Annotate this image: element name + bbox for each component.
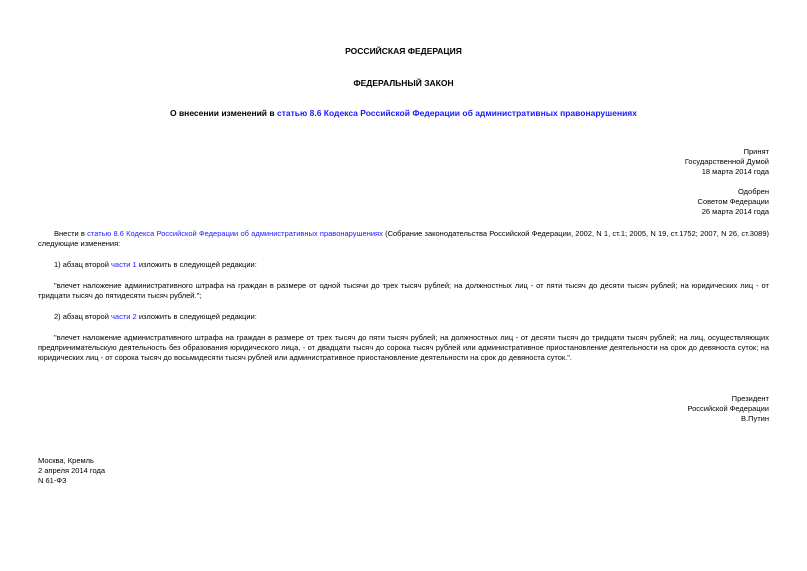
- law-number: N 61-ФЗ: [38, 476, 67, 485]
- country-heading: РОССИЙСКАЯ ФЕДЕРАЦИЯ: [345, 46, 462, 56]
- signing-date: 2 апреля 2014 года: [38, 466, 105, 475]
- approval-body: Советом Федерации: [697, 197, 769, 206]
- adoption-status: Принят: [743, 147, 769, 156]
- amendment-2-suffix: изложить в следующей редакции:: [136, 312, 257, 321]
- signature-block: [687, 394, 769, 424]
- signatory-country: Российской Федерации: [687, 404, 769, 413]
- intro-suffix: (Собрание законодательства Российской Федерации, 2002, N 1, ст.1; 2005, N 19, ст.1752; 2007, N 26, ст.3089) следующие изменения:: [38, 229, 769, 248]
- adoption-block: [685, 147, 769, 177]
- amendment-2-paragraph: [38, 312, 769, 322]
- document-type-heading: ФЕДЕРАЛЬНЫЙ ЗАКОН: [353, 78, 454, 88]
- law-title-prefix: О внесении изменений в: [169, 108, 277, 118]
- article-link[interactable]: статью 8.6 Кодекса Российской Федерации об административных правонарушениях: [87, 229, 383, 238]
- approval-date: 26 марта 2014 года: [701, 207, 769, 216]
- amendment-2-text: "влечет наложение административного штрафа на граждан в размере от трех тысяч до пяти тысяч рублей; на должностных лиц - от десяти тысяч до тридцати тысяч рублей; на лиц, осуществляющих предпринимательскую деятельность без образования юридического лица, - от двадцати тысяч до сорока тысяч рублей или административное приостановление деятельности на срок до девяноста суток; на юридических лиц - от сорока тысяч до восьмидесяти тысяч рублей или административное приостановление деятельности на срок до девяноста суток.".: [38, 333, 769, 362]
- intro-prefix: Внести в: [54, 229, 88, 238]
- amendment-2-prefix: 2) абзац второй: [54, 312, 112, 321]
- law-title-article-link[interactable]: статью 8.6 Кодекса Российской Федерации об административных правонарушениях: [276, 108, 637, 118]
- amendment-1-text: "влечет наложение административного штрафа на граждан в размере от одной тысячи до трех тысяч рублей; на должностных лиц - от пяти тысяч до десяти тысяч рублей; на юридических лиц - от тридцати тысяч до пятидесяти тысяч рублей.";: [38, 281, 769, 300]
- law-title: [0, 108, 807, 118]
- intro-paragraph: [38, 229, 769, 249]
- part-2-link[interactable]: части 2: [111, 312, 137, 321]
- signatory-name: В.Путин: [741, 414, 769, 423]
- adoption-date: 18 марта 2014 года: [701, 167, 769, 176]
- adoption-body: Государственной Думой: [684, 157, 769, 166]
- amendment-1-suffix: изложить в следующей редакции:: [136, 260, 257, 269]
- approval-block: [698, 187, 769, 217]
- signing-place: Москва, Кремль: [38, 456, 94, 465]
- amendment-1-paragraph: [38, 260, 769, 270]
- signatory-title: Президент: [731, 394, 769, 403]
- signing-details: [38, 456, 105, 486]
- approval-status: Одобрен: [738, 187, 769, 196]
- part-1-link[interactable]: части 1: [111, 260, 137, 269]
- amendment-1-prefix: 1) абзац второй: [54, 260, 112, 269]
